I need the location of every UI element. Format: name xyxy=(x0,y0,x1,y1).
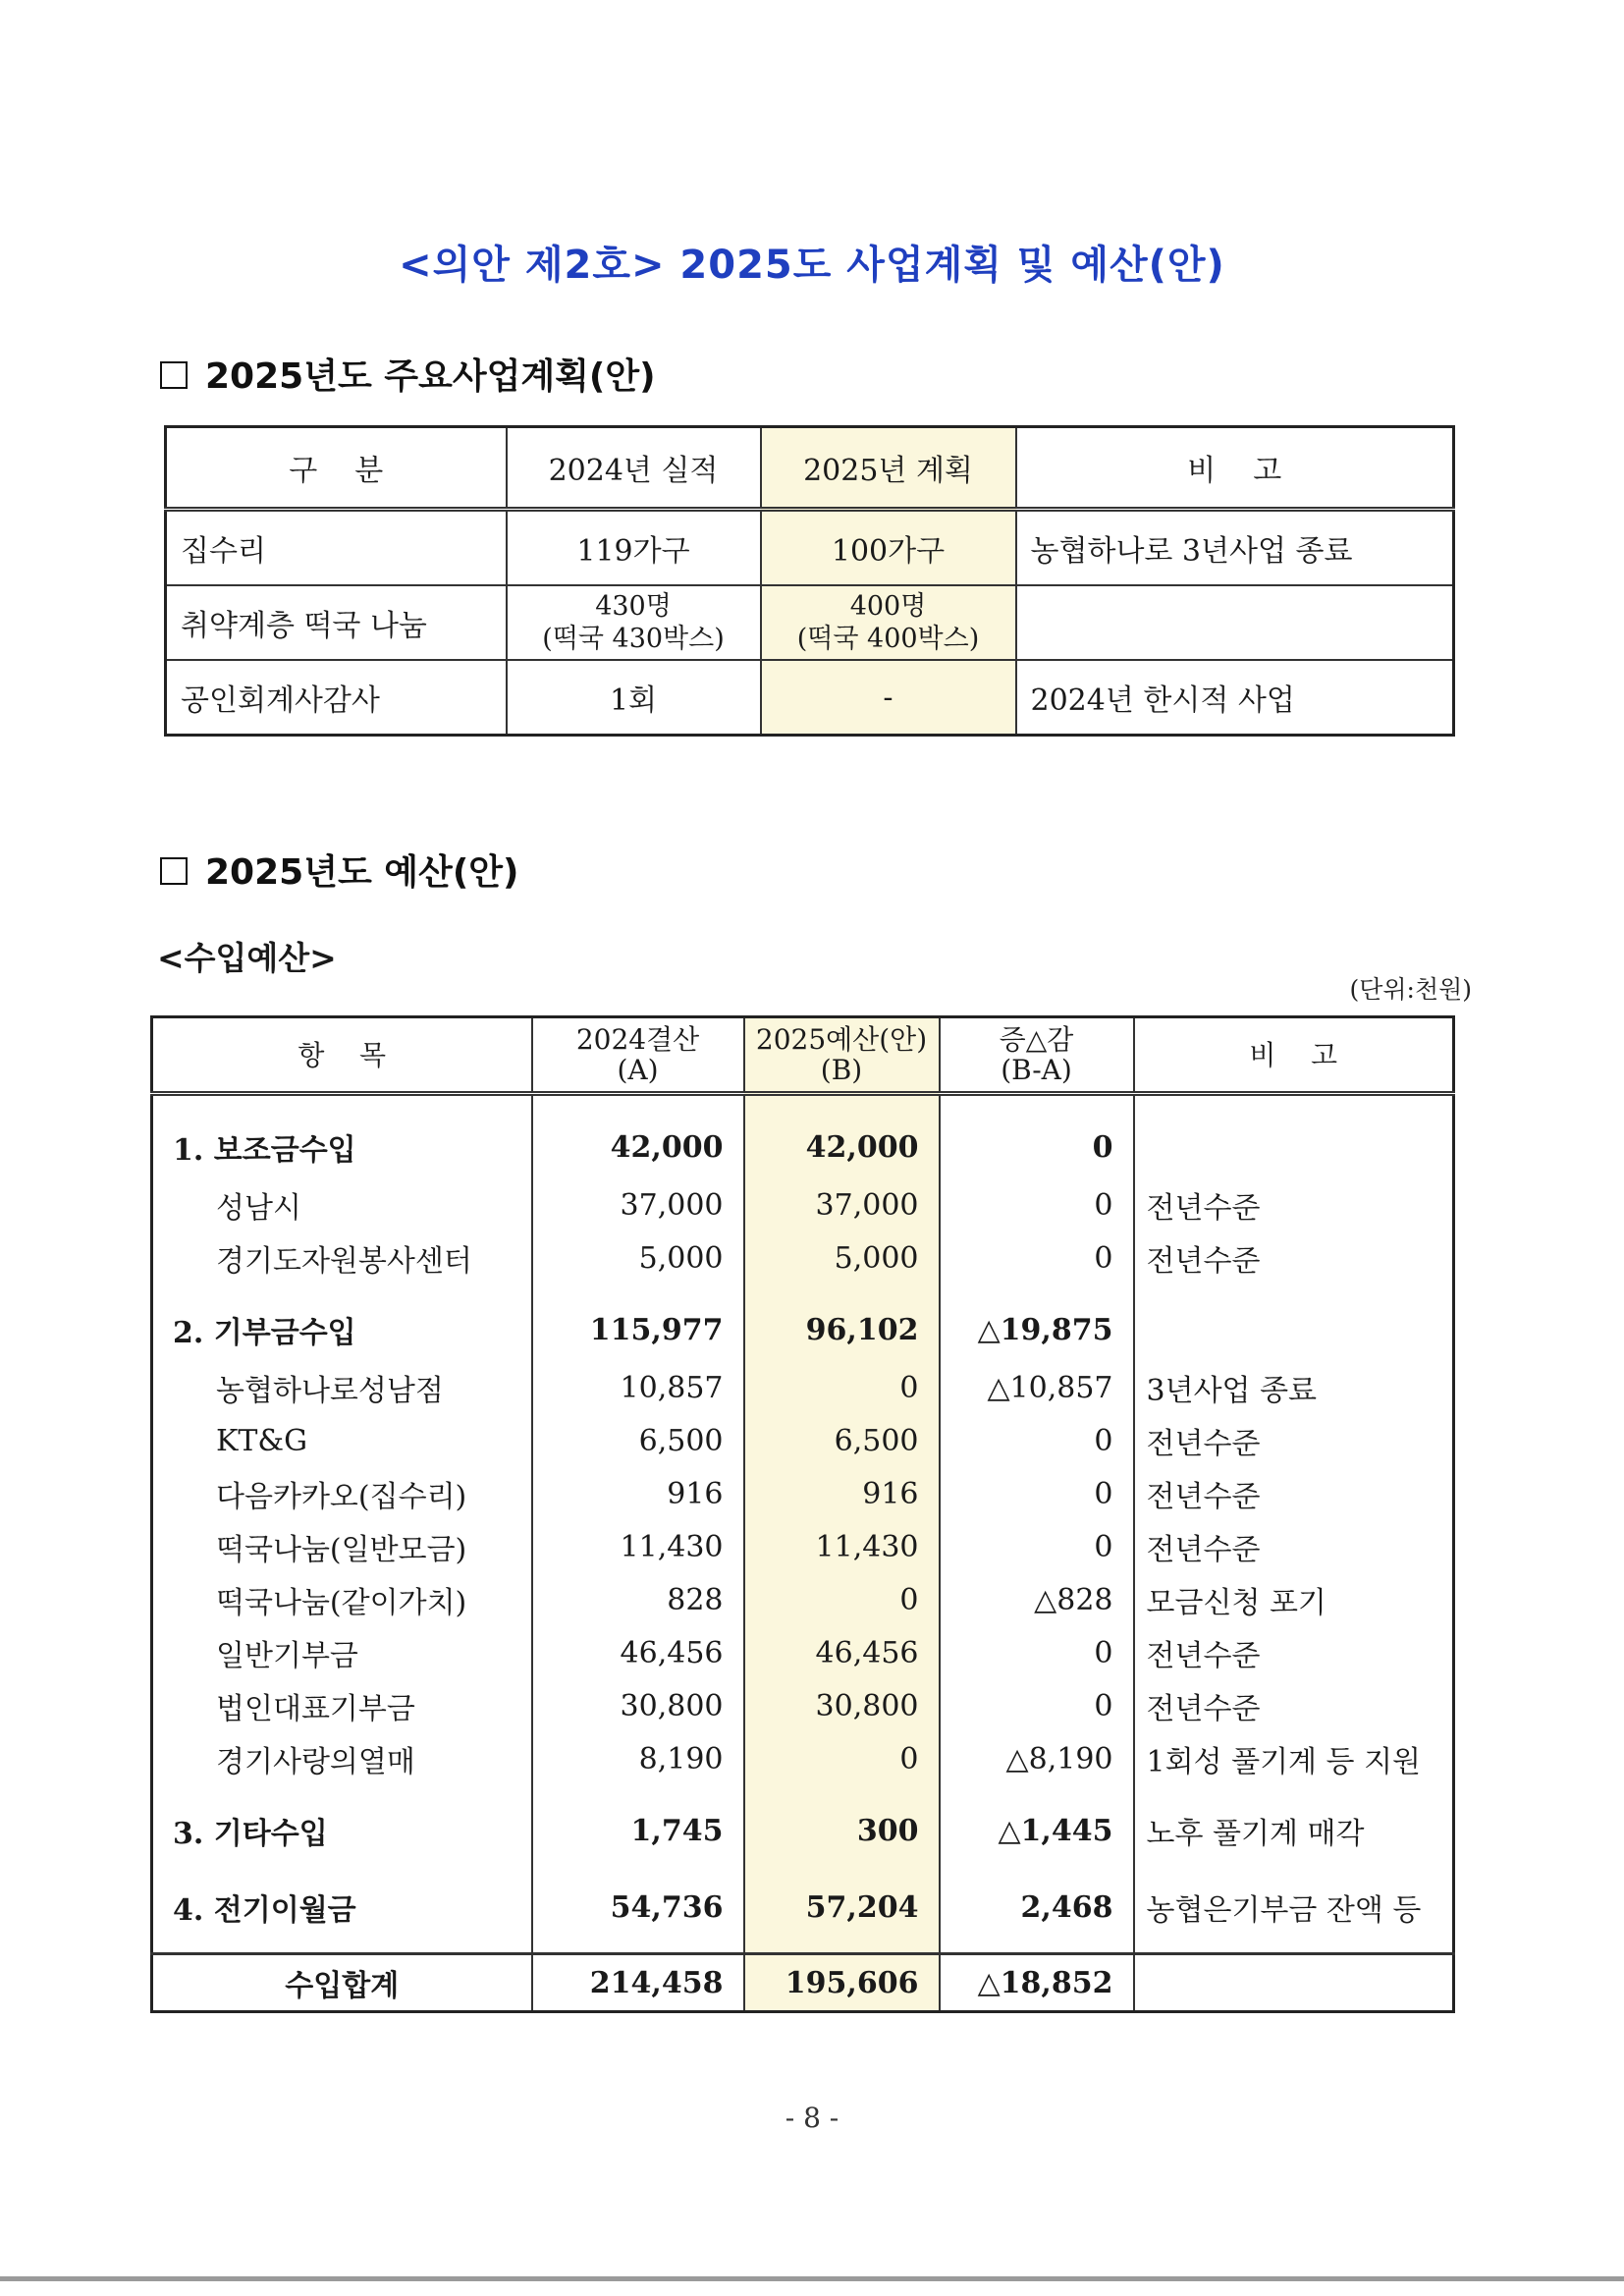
income-note: 전년수준 xyxy=(1134,1679,1454,1732)
income-note: 3년사업 종료 xyxy=(1134,1361,1454,1414)
income-note xyxy=(1134,1094,1454,1179)
income-item-row xyxy=(152,1231,1454,1285)
income-item-row xyxy=(152,1679,1454,1732)
document-title: <의안 제2호> 2025도 사업계획 및 예산(안) xyxy=(399,243,1225,288)
income-change-value: 0 xyxy=(940,1467,1134,1520)
income-item-name: 1. 보조금수입 xyxy=(152,1094,532,1179)
income-2025-value: 0 xyxy=(744,1361,940,1414)
income-change-value: 0 xyxy=(940,1094,1134,1179)
plan-cell-note: 농협하나로 3년사업 종료 xyxy=(1016,510,1454,586)
section-heading-budget-text: 2025년도 예산(안) xyxy=(205,852,519,893)
income-note: 전년수준 xyxy=(1134,1414,1454,1467)
income-total-2024: 214,458 xyxy=(532,1954,744,2012)
income-item-row xyxy=(152,1467,1454,1520)
income-change-value: 0 xyxy=(940,1414,1134,1467)
income-2024-value: 8,190 xyxy=(532,1732,744,1785)
income-item-name: 2. 기부금수입 xyxy=(152,1285,532,1361)
income-total-label: 수입합계 xyxy=(152,1954,532,2012)
income-2024-value: 115,977 xyxy=(532,1285,744,1361)
income-2024-value: 54,736 xyxy=(532,1862,744,1939)
plan-cell-2025: 400명 (떡국 400박스) xyxy=(761,585,1016,660)
income-total-change: △18,852 xyxy=(940,1954,1134,2012)
plan-cell-2024: 1회 xyxy=(507,660,761,736)
income-2025-value: 30,800 xyxy=(744,1679,940,1732)
income-2025-value: 11,430 xyxy=(744,1520,940,1573)
income-2024-value: 916 xyxy=(532,1467,744,1520)
plan-header-category: 구 분 xyxy=(166,427,507,510)
income-item-row xyxy=(152,1361,1454,1414)
checkbox-square-icon xyxy=(160,857,188,885)
income-note: 1회성 풀기계 등 지원 xyxy=(1134,1732,1454,1785)
plan-cell-2024: 119가구 xyxy=(507,510,761,586)
income-change-value: 0 xyxy=(940,1626,1134,1679)
business-plan-table xyxy=(164,425,1455,737)
income-budget-table xyxy=(150,1015,1455,2013)
income-2024-value: 5,000 xyxy=(532,1231,744,1285)
income-2024-value: 30,800 xyxy=(532,1679,744,1732)
income-2025-value: 57,204 xyxy=(744,1862,940,1939)
income-note: 전년수준 xyxy=(1134,1626,1454,1679)
income-item-name: 떡국나눔(일반모금) xyxy=(152,1520,532,1573)
unit-label: (단위:천원) xyxy=(1349,975,1472,1004)
plan-cell-2025: - xyxy=(761,660,1016,736)
plan-header-row xyxy=(166,427,1454,510)
income-spacer-row xyxy=(152,1939,1454,1954)
plan-cell-category: 공인회계사감사 xyxy=(166,660,507,736)
income-2025-value: 300 xyxy=(744,1785,940,1862)
income-category-row xyxy=(152,1862,1454,1939)
income-2024-value: 46,456 xyxy=(532,1626,744,1679)
income-2024-value: 6,500 xyxy=(532,1414,744,1467)
income-2025-value: 5,000 xyxy=(744,1231,940,1285)
income-item-row xyxy=(152,1520,1454,1573)
income-item-name: 법인대표기부금 xyxy=(152,1679,532,1732)
income-item-name: 4. 전기이월금 xyxy=(152,1862,532,1939)
income-total-row xyxy=(152,1954,1454,2012)
income-note: 전년수준 xyxy=(1134,1178,1454,1231)
income-2025-value: 46,456 xyxy=(744,1626,940,1679)
income-change-value: △19,875 xyxy=(940,1285,1134,1361)
income-change-value: 0 xyxy=(940,1520,1134,1573)
income-2025-value: 6,500 xyxy=(744,1414,940,1467)
income-2025-value: 0 xyxy=(744,1573,940,1626)
income-item-row xyxy=(152,1573,1454,1626)
income-change-value: 0 xyxy=(940,1679,1134,1732)
plan-row xyxy=(166,510,1454,586)
page-number: - 8 - xyxy=(785,2102,839,2134)
income-item-row xyxy=(152,1414,1454,1467)
income-item-name: 농협하나로성남점 xyxy=(152,1361,532,1414)
income-note: 농협은기부금 잔액 등 xyxy=(1134,1862,1454,1939)
income-change-value: △8,190 xyxy=(940,1732,1134,1785)
income-category-row xyxy=(152,1785,1454,1862)
plan-header-note: 비 고 xyxy=(1016,427,1454,510)
income-change-value: △10,857 xyxy=(940,1361,1134,1414)
plan-cell-2025: 100가구 xyxy=(761,510,1016,586)
income-2025-value: 42,000 xyxy=(744,1094,940,1179)
income-2025-value: 96,102 xyxy=(744,1285,940,1361)
plan-cell-category: 취약계층 떡국 나눔 xyxy=(166,585,507,660)
plan-cell-note xyxy=(1016,585,1454,660)
income-header-2025: 2025예산(안) (B) xyxy=(744,1017,940,1094)
income-header-2024: 2024결산 (A) xyxy=(532,1017,744,1094)
section-heading-plan-text: 2025년도 주요사업계획(안) xyxy=(205,356,656,397)
plan-cell-2024: 430명 (떡국 430박스) xyxy=(507,585,761,660)
income-total-2025: 195,606 xyxy=(744,1954,940,2012)
income-header-note: 비 고 xyxy=(1134,1017,1454,1094)
income-change-value: 0 xyxy=(940,1178,1134,1231)
income-change-value: 0 xyxy=(940,1231,1134,1285)
income-item-name: KT&G xyxy=(152,1414,532,1467)
income-item-name: 성남시 xyxy=(152,1178,532,1231)
income-header-item: 항 목 xyxy=(152,1017,532,1094)
plan-cell-category: 집수리 xyxy=(166,510,507,586)
income-item-name: 일반기부금 xyxy=(152,1626,532,1679)
income-2024-value: 828 xyxy=(532,1573,744,1626)
plan-cell-note: 2024년 한시적 사업 xyxy=(1016,660,1454,736)
section-heading-plan xyxy=(160,349,656,399)
income-2025-value: 916 xyxy=(744,1467,940,1520)
plan-row xyxy=(166,660,1454,736)
income-item-row xyxy=(152,1626,1454,1679)
income-2024-value: 10,857 xyxy=(532,1361,744,1414)
income-total-note xyxy=(1134,1954,1454,2012)
income-item-name: 다음카카오(집수리) xyxy=(152,1467,532,1520)
income-2024-value: 37,000 xyxy=(532,1178,744,1231)
income-item-row xyxy=(152,1732,1454,1785)
income-item-row xyxy=(152,1178,1454,1231)
income-header-row xyxy=(152,1017,1454,1094)
income-2024-value: 1,745 xyxy=(532,1785,744,1862)
income-note: 모금신청 포기 xyxy=(1134,1573,1454,1626)
income-item-name: 떡국나눔(같이가치) xyxy=(152,1573,532,1626)
income-2024-value: 42,000 xyxy=(532,1094,744,1179)
income-note: 전년수준 xyxy=(1134,1467,1454,1520)
income-change-value: △828 xyxy=(940,1573,1134,1626)
income-item-name: 경기사랑의열매 xyxy=(152,1732,532,1785)
income-note xyxy=(1134,1285,1454,1361)
scan-edge xyxy=(0,2276,1624,2281)
plan-header-2024: 2024년 실적 xyxy=(507,427,761,510)
income-category-row xyxy=(152,1094,1454,1179)
income-note: 노후 풀기계 매각 xyxy=(1134,1785,1454,1862)
income-2024-value: 11,430 xyxy=(532,1520,744,1573)
income-budget-title: <수입예산> xyxy=(157,939,337,977)
income-change-value: △1,445 xyxy=(940,1785,1134,1862)
income-header-change: 증△감 (B-A) xyxy=(940,1017,1134,1094)
income-item-name: 3. 기타수입 xyxy=(152,1785,532,1862)
income-2025-value: 0 xyxy=(744,1732,940,1785)
plan-row xyxy=(166,585,1454,660)
income-category-row xyxy=(152,1285,1454,1361)
income-2025-value: 37,000 xyxy=(744,1178,940,1231)
income-note: 전년수준 xyxy=(1134,1231,1454,1285)
income-item-name: 경기도자원봉사센터 xyxy=(152,1231,532,1285)
checkbox-square-icon xyxy=(160,361,188,389)
section-heading-budget xyxy=(160,845,519,895)
income-note: 전년수준 xyxy=(1134,1520,1454,1573)
income-change-value: 2,468 xyxy=(940,1862,1134,1939)
plan-header-2025: 2025년 계획 xyxy=(761,427,1016,510)
